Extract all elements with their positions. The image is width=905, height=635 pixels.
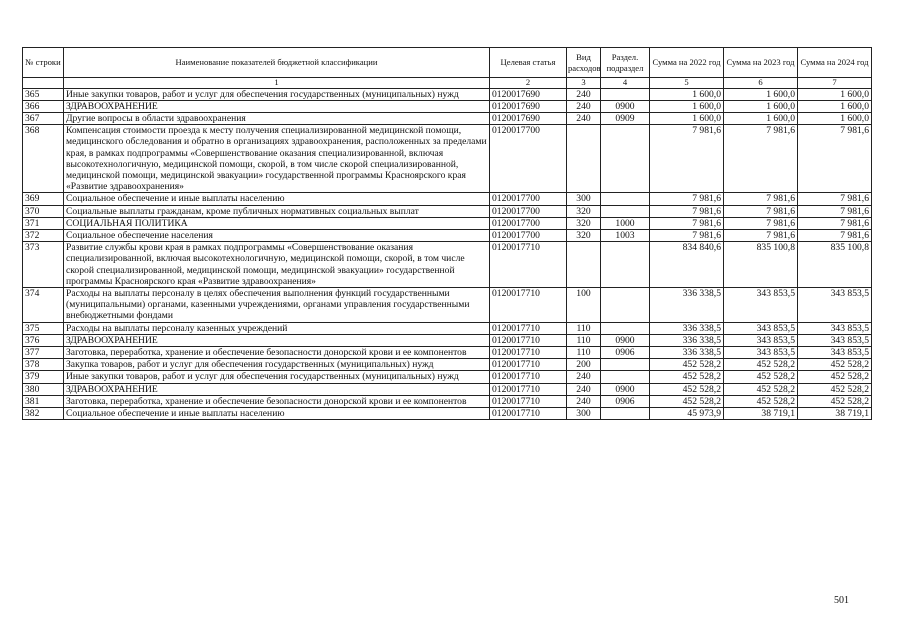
expense-type: 320 — [567, 217, 601, 229]
table-row — [23, 125, 872, 193]
table-row — [23, 334, 872, 346]
row-number: 379 — [23, 371, 64, 383]
column-number: 3 — [567, 78, 601, 89]
table-row — [23, 217, 872, 229]
sum-2022: 1 600,0 — [650, 113, 724, 125]
expense-type: 110 — [567, 347, 601, 359]
expense-type: 240 — [567, 113, 601, 125]
table-row — [23, 113, 872, 125]
header-sum-2023: Сумма на 2023 год — [724, 48, 798, 78]
row-number: 371 — [23, 217, 64, 229]
section-code — [601, 359, 650, 371]
section-code: 0909 — [601, 113, 650, 125]
indicator-name: Развитие службы крови края в рамках подпрограммы «Совершенствование оказания специализированной, включая высокотехнологичную, медицинской помощи, скорой, в том числе скорой специализированной, медицинской помощи, медицинской эвакуации» государственной программы Красноярского края «Развитие здравоохранения» — [64, 242, 490, 288]
sum-2022: 452 528,2 — [650, 395, 724, 407]
sum-2024: 7 981,6 — [798, 205, 872, 217]
sum-2022: 7 981,6 — [650, 125, 724, 193]
section-code — [601, 242, 650, 288]
sum-2022: 1 600,0 — [650, 88, 724, 100]
target-article: 0120017710 — [490, 408, 567, 420]
sum-2024: 343 853,5 — [798, 288, 872, 323]
sum-2024: 452 528,2 — [798, 395, 872, 407]
indicator-name: Иные закупки товаров, работ и услуг для обеспечения государственных (муниципальных) нужд — [64, 88, 490, 100]
expense-type: 240 — [567, 88, 601, 100]
table-row — [23, 288, 872, 323]
sum-2023: 343 853,5 — [724, 347, 798, 359]
header-sum-2022: Сумма на 2022 год — [650, 48, 724, 78]
section-code — [601, 371, 650, 383]
row-number: 367 — [23, 113, 64, 125]
sum-2022: 452 528,2 — [650, 371, 724, 383]
column-number: 7 — [798, 78, 872, 89]
table-row — [23, 383, 872, 395]
row-number: 382 — [23, 408, 64, 420]
sum-2022: 7 981,6 — [650, 193, 724, 205]
table-row — [23, 395, 872, 407]
sum-2023: 343 853,5 — [724, 334, 798, 346]
target-article: 0120017710 — [490, 322, 567, 334]
section-code: 0900 — [601, 334, 650, 346]
table-row — [23, 193, 872, 205]
indicator-name: ЗДРАВООХРАНЕНИЕ — [64, 383, 490, 395]
target-article: 0120017710 — [490, 383, 567, 395]
table-row — [23, 230, 872, 242]
header-section: Раздел. подраздел — [601, 48, 650, 78]
column-number: 6 — [724, 78, 798, 89]
sum-2024: 1 600,0 — [798, 100, 872, 112]
indicator-name: Расходы на выплаты персоналу в целях обеспечения выполнения функций государственными (муниципальными) органами, казенными учреждениями, органами управления государственными внебюджетными фондами — [64, 288, 490, 323]
sum-2022: 1 600,0 — [650, 100, 724, 112]
table-row — [23, 359, 872, 371]
sum-2022: 7 981,6 — [650, 205, 724, 217]
section-code — [601, 288, 650, 323]
sum-2022: 45 973,9 — [650, 408, 724, 420]
header-row-number: № строки — [23, 48, 64, 78]
sum-2022: 452 528,2 — [650, 359, 724, 371]
sum-2023: 452 528,2 — [724, 383, 798, 395]
sum-2023: 452 528,2 — [724, 371, 798, 383]
indicator-name: СОЦИАЛЬНАЯ ПОЛИТИКА — [64, 217, 490, 229]
indicator-name: Социальные выплаты гражданам, кроме публичных нормативных социальных выплат — [64, 205, 490, 217]
expense-type: 110 — [567, 334, 601, 346]
row-number: 370 — [23, 205, 64, 217]
column-number: 2 — [490, 78, 567, 89]
sum-2023: 343 853,5 — [724, 322, 798, 334]
row-number: 380 — [23, 383, 64, 395]
section-code — [601, 408, 650, 420]
section-code — [601, 125, 650, 193]
target-article: 0120017710 — [490, 288, 567, 323]
section-code: 1000 — [601, 217, 650, 229]
indicator-name: Заготовка, переработка, хранение и обеспечение безопасности донорской крови и ее компонентов — [64, 395, 490, 407]
expense-type: 320 — [567, 230, 601, 242]
expense-type: 240 — [567, 100, 601, 112]
sum-2023: 7 981,6 — [724, 230, 798, 242]
row-number: 372 — [23, 230, 64, 242]
sum-2024: 343 853,5 — [798, 334, 872, 346]
sum-2023: 1 600,0 — [724, 88, 798, 100]
page-number: 501 — [834, 595, 849, 606]
header-expense-type: Вид расходов — [567, 48, 601, 78]
row-number: 376 — [23, 334, 64, 346]
section-code — [601, 88, 650, 100]
row-number: 365 — [23, 88, 64, 100]
column-number — [23, 78, 64, 89]
sum-2024: 835 100,8 — [798, 242, 872, 288]
target-article: 0120017700 — [490, 205, 567, 217]
sum-2024: 452 528,2 — [798, 371, 872, 383]
section-code: 0900 — [601, 100, 650, 112]
expense-type: 320 — [567, 205, 601, 217]
expense-type: 240 — [567, 383, 601, 395]
table-row — [23, 322, 872, 334]
sum-2022: 336 338,5 — [650, 322, 724, 334]
sum-2023: 1 600,0 — [724, 113, 798, 125]
expense-type — [567, 242, 601, 288]
sum-2024: 452 528,2 — [798, 383, 872, 395]
table-row — [23, 408, 872, 420]
section-code: 0906 — [601, 347, 650, 359]
sum-2024: 1 600,0 — [798, 113, 872, 125]
sum-2024: 452 528,2 — [798, 359, 872, 371]
sum-2022: 7 981,6 — [650, 230, 724, 242]
sum-2022: 7 981,6 — [650, 217, 724, 229]
sum-2023: 7 981,6 — [724, 125, 798, 193]
sum-2024: 7 981,6 — [798, 125, 872, 193]
table-row — [23, 371, 872, 383]
target-article: 0120017700 — [490, 217, 567, 229]
sum-2024: 7 981,6 — [798, 193, 872, 205]
column-number: 1 — [64, 78, 490, 89]
sum-2024: 7 981,6 — [798, 230, 872, 242]
target-article: 0120017690 — [490, 100, 567, 112]
expense-type: 240 — [567, 395, 601, 407]
table-row — [23, 347, 872, 359]
target-article: 0120017690 — [490, 113, 567, 125]
table-row — [23, 242, 872, 288]
column-number: 4 — [601, 78, 650, 89]
sum-2023: 452 528,2 — [724, 395, 798, 407]
target-article: 0120017700 — [490, 125, 567, 193]
indicator-name: Заготовка, переработка, хранение и обеспечение безопасности донорской крови и ее компонентов — [64, 347, 490, 359]
section-code: 0900 — [601, 383, 650, 395]
sum-2023: 835 100,8 — [724, 242, 798, 288]
expense-type — [567, 125, 601, 193]
row-number: 377 — [23, 347, 64, 359]
target-article: 0120017700 — [490, 193, 567, 205]
expense-type: 240 — [567, 371, 601, 383]
sum-2022: 336 338,5 — [650, 347, 724, 359]
expense-type: 200 — [567, 359, 601, 371]
expense-type: 100 — [567, 288, 601, 323]
indicator-name: Компенсация стоимости проезда к месту получения специализированной медицинской помощи, медицинского обследования и обратно в организациях здравоохранения, расположенных за пределами края, в рамках подпрограммы «Совершенствование оказания специализированной, включая высокотехнологичную, медицинской помощи, скорой, в том числе скорой специализированной, медицинской помощи, медицинской эвакуации» государственной программы Красноярского края «Развитие здравоохранения» — [64, 125, 490, 193]
column-number-row — [23, 78, 872, 89]
expense-type: 300 — [567, 193, 601, 205]
row-number: 366 — [23, 100, 64, 112]
indicator-name: ЗДРАВООХРАНЕНИЕ — [64, 334, 490, 346]
expense-type: 110 — [567, 322, 601, 334]
header-indicator-name: Наименование показателей бюджетной классификации — [64, 48, 490, 78]
row-number: 369 — [23, 193, 64, 205]
section-code: 1003 — [601, 230, 650, 242]
target-article: 0120017700 — [490, 230, 567, 242]
target-article: 0120017710 — [490, 395, 567, 407]
table-row — [23, 88, 872, 100]
sum-2023: 343 853,5 — [724, 288, 798, 323]
target-article: 0120017710 — [490, 359, 567, 371]
table-row — [23, 205, 872, 217]
target-article: 0120017710 — [490, 242, 567, 288]
section-code — [601, 193, 650, 205]
table-row — [23, 100, 872, 112]
sum-2024: 1 600,0 — [798, 88, 872, 100]
row-number: 375 — [23, 322, 64, 334]
section-code — [601, 205, 650, 217]
expense-type: 300 — [567, 408, 601, 420]
indicator-name: Расходы на выплаты персоналу казенных учреждений — [64, 322, 490, 334]
indicator-name: ЗДРАВООХРАНЕНИЕ — [64, 100, 490, 112]
section-code: 0906 — [601, 395, 650, 407]
budget-table — [22, 47, 872, 420]
row-number: 378 — [23, 359, 64, 371]
sum-2022: 336 338,5 — [650, 334, 724, 346]
sum-2023: 7 981,6 — [724, 205, 798, 217]
header-sum-2024: Сумма на 2024 год — [798, 48, 872, 78]
section-code — [601, 322, 650, 334]
row-number: 374 — [23, 288, 64, 323]
sum-2023: 1 600,0 — [724, 100, 798, 112]
sum-2024: 38 719,1 — [798, 408, 872, 420]
sum-2023: 38 719,1 — [724, 408, 798, 420]
sum-2022: 834 840,6 — [650, 242, 724, 288]
sum-2023: 7 981,6 — [724, 217, 798, 229]
sum-2024: 343 853,5 — [798, 347, 872, 359]
target-article: 0120017690 — [490, 88, 567, 100]
sum-2023: 7 981,6 — [724, 193, 798, 205]
indicator-name: Закупка товаров, работ и услуг для обеспечения государственных (муниципальных) нужд — [64, 359, 490, 371]
target-article: 0120017710 — [490, 334, 567, 346]
target-article: 0120017710 — [490, 371, 567, 383]
row-number: 368 — [23, 125, 64, 193]
indicator-name: Социальное обеспечение и иные выплаты населению — [64, 193, 490, 205]
indicator-name: Социальное обеспечение и иные выплаты населению — [64, 408, 490, 420]
row-number: 381 — [23, 395, 64, 407]
indicator-name: Другие вопросы в области здравоохранения — [64, 113, 490, 125]
sum-2024: 343 853,5 — [798, 322, 872, 334]
header-target-article: Целевая статья — [490, 48, 567, 78]
indicator-name: Социальное обеспечение населения — [64, 230, 490, 242]
sum-2023: 452 528,2 — [724, 359, 798, 371]
sum-2024: 7 981,6 — [798, 217, 872, 229]
table-header-row — [23, 48, 872, 78]
sum-2022: 452 528,2 — [650, 383, 724, 395]
target-article: 0120017710 — [490, 347, 567, 359]
table-body — [23, 88, 872, 420]
row-number: 373 — [23, 242, 64, 288]
sum-2022: 336 338,5 — [650, 288, 724, 323]
column-number: 5 — [650, 78, 724, 89]
indicator-name: Иные закупки товаров, работ и услуг для обеспечения государственных (муниципальных) нужд — [64, 371, 490, 383]
